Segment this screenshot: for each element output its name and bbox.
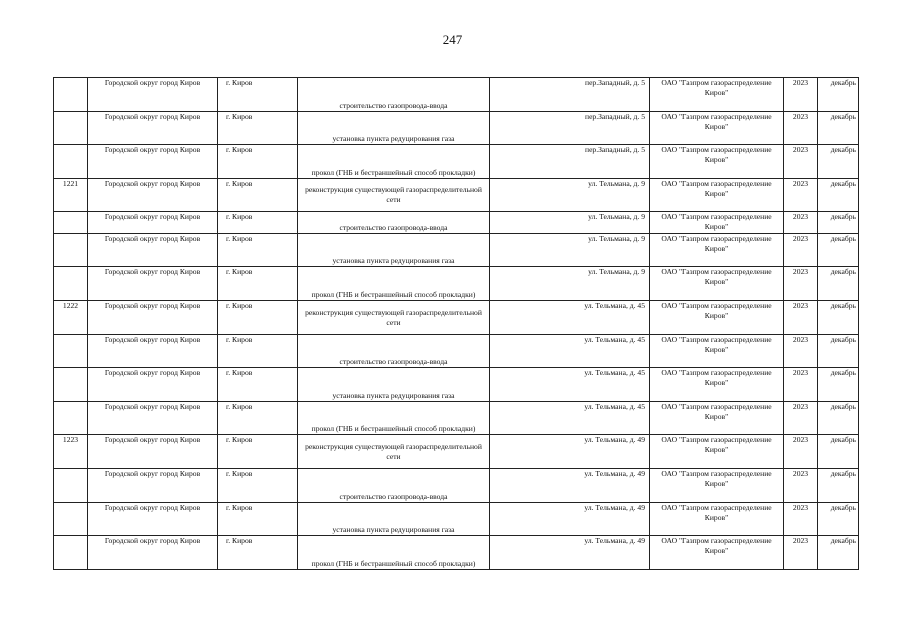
- city-cell: г. Киров: [218, 179, 298, 212]
- work-type-cell: прокол (ГНБ и бестраншейный способ прокладки): [298, 536, 490, 570]
- table-row: [54, 112, 859, 145]
- month-cell: декабрь: [818, 536, 859, 570]
- work-type-cell: строительство газопровода-ввода: [298, 212, 490, 234]
- work-type-cell: установка пункта редуцирования газа: [298, 234, 490, 267]
- year-cell: 2023: [784, 469, 818, 503]
- row-number: [54, 267, 88, 301]
- city-cell: г. Киров: [218, 78, 298, 112]
- address-cell: ул. Тельмана, д. 9: [490, 267, 650, 301]
- city-cell: г. Киров: [218, 402, 298, 435]
- address-cell: ул. Тельмана, д. 45: [490, 402, 650, 435]
- district-cell: Городской округ город Киров: [88, 212, 218, 234]
- row-number: 1222: [54, 301, 88, 335]
- organization-cell: ОАО "Газпром газораспределение Киров": [650, 78, 784, 112]
- address-cell: ул. Тельмана, д. 9: [490, 179, 650, 212]
- district-cell: Городской округ город Киров: [88, 469, 218, 503]
- city-cell: г. Киров: [218, 145, 298, 179]
- month-cell: декабрь: [818, 112, 859, 145]
- work-type-cell: прокол (ГНБ и бестраншейный способ прокладки): [298, 267, 490, 301]
- year-cell: 2023: [784, 267, 818, 301]
- organization-cell: ОАО "Газпром газораспределение Киров": [650, 145, 784, 179]
- organization-cell: ОАО "Газпром газораспределение Киров": [650, 335, 784, 368]
- city-cell: г. Киров: [218, 267, 298, 301]
- district-cell: Городской округ город Киров: [88, 536, 218, 570]
- month-cell: декабрь: [818, 435, 859, 469]
- table-row: [54, 368, 859, 402]
- district-cell: Городской округ город Киров: [88, 145, 218, 179]
- works-table: [53, 77, 859, 570]
- organization-cell: ОАО "Газпром газораспределение Киров": [650, 536, 784, 570]
- organization-cell: ОАО "Газпром газораспределение Киров": [650, 469, 784, 503]
- month-cell: декабрь: [818, 179, 859, 212]
- organization-cell: ОАО "Газпром газораспределение Киров": [650, 234, 784, 267]
- district-cell: Городской округ город Киров: [88, 503, 218, 536]
- work-type-cell: прокол (ГНБ и бестраншейный способ прокладки): [298, 145, 490, 179]
- table-row: [54, 435, 859, 469]
- work-type-cell: установка пункта редуцирования газа: [298, 368, 490, 402]
- row-number: [54, 78, 88, 112]
- month-cell: декабрь: [818, 402, 859, 435]
- table-row: [54, 267, 859, 301]
- organization-cell: ОАО "Газпром газораспределение Киров": [650, 368, 784, 402]
- address-cell: ул. Тельмана, д. 49: [490, 536, 650, 570]
- table-row: [54, 145, 859, 179]
- row-number: [54, 145, 88, 179]
- row-number: [54, 234, 88, 267]
- district-cell: Городской округ город Киров: [88, 368, 218, 402]
- address-cell: ул. Тельмана, д. 9: [490, 234, 650, 267]
- district-cell: Городской округ город Киров: [88, 301, 218, 335]
- row-number: [54, 368, 88, 402]
- city-cell: г. Киров: [218, 212, 298, 234]
- organization-cell: ОАО "Газпром газораспределение Киров": [650, 435, 784, 469]
- year-cell: 2023: [784, 78, 818, 112]
- city-cell: г. Киров: [218, 536, 298, 570]
- row-number: [54, 536, 88, 570]
- city-cell: г. Киров: [218, 335, 298, 368]
- district-cell: Городской округ город Киров: [88, 267, 218, 301]
- work-type-cell: реконструкция существующей газораспределительной сети: [298, 435, 490, 469]
- row-number: 1223: [54, 435, 88, 469]
- district-cell: Городской округ город Киров: [88, 402, 218, 435]
- district-cell: Городской округ город Киров: [88, 335, 218, 368]
- district-cell: Городской округ город Киров: [88, 179, 218, 212]
- year-cell: 2023: [784, 335, 818, 368]
- year-cell: 2023: [784, 536, 818, 570]
- city-cell: г. Киров: [218, 469, 298, 503]
- year-cell: 2023: [784, 435, 818, 469]
- organization-cell: ОАО "Газпром газораспределение Киров": [650, 212, 784, 234]
- month-cell: декабрь: [818, 212, 859, 234]
- year-cell: 2023: [784, 145, 818, 179]
- month-cell: декабрь: [818, 368, 859, 402]
- address-cell: пер.Западный, д. 5: [490, 78, 650, 112]
- table-row: [54, 503, 859, 536]
- month-cell: декабрь: [818, 78, 859, 112]
- year-cell: 2023: [784, 234, 818, 267]
- work-type-cell: установка пункта редуцирования газа: [298, 503, 490, 536]
- row-number: [54, 335, 88, 368]
- district-cell: Городской округ город Киров: [88, 78, 218, 112]
- organization-cell: ОАО "Газпром газораспределение Киров": [650, 503, 784, 536]
- table-row: [54, 536, 859, 570]
- year-cell: 2023: [784, 301, 818, 335]
- work-type-cell: реконструкция существующей газораспределительной сети: [298, 179, 490, 212]
- month-cell: декабрь: [818, 145, 859, 179]
- city-cell: г. Киров: [218, 234, 298, 267]
- table-row: [54, 212, 859, 234]
- table-row: [54, 301, 859, 335]
- row-number: 1221: [54, 179, 88, 212]
- address-cell: пер.Западный, д. 5: [490, 112, 650, 145]
- address-cell: ул. Тельмана, д. 49: [490, 503, 650, 536]
- address-cell: ул. Тельмана, д. 45: [490, 301, 650, 335]
- city-cell: г. Киров: [218, 112, 298, 145]
- year-cell: 2023: [784, 179, 818, 212]
- month-cell: декабрь: [818, 503, 859, 536]
- address-cell: ул. Тельмана, д. 45: [490, 335, 650, 368]
- year-cell: 2023: [784, 112, 818, 145]
- year-cell: 2023: [784, 212, 818, 234]
- year-cell: 2023: [784, 402, 818, 435]
- table-row: [54, 179, 859, 212]
- organization-cell: ОАО "Газпром газораспределение Киров": [650, 179, 784, 212]
- table-row: [54, 78, 859, 112]
- row-number: [54, 469, 88, 503]
- address-cell: ул. Тельмана, д. 45: [490, 368, 650, 402]
- city-cell: г. Киров: [218, 368, 298, 402]
- month-cell: декабрь: [818, 335, 859, 368]
- month-cell: декабрь: [818, 469, 859, 503]
- table-row: [54, 402, 859, 435]
- address-cell: ул. Тельмана, д. 49: [490, 469, 650, 503]
- district-cell: Городской округ город Киров: [88, 435, 218, 469]
- month-cell: декабрь: [818, 267, 859, 301]
- organization-cell: ОАО "Газпром газораспределение Киров": [650, 112, 784, 145]
- district-cell: Городской округ город Киров: [88, 112, 218, 145]
- work-type-cell: реконструкция существующей газораспределительной сети: [298, 301, 490, 335]
- address-cell: ул. Тельмана, д. 9: [490, 212, 650, 234]
- district-cell: Городской округ город Киров: [88, 234, 218, 267]
- city-cell: г. Киров: [218, 301, 298, 335]
- table-row: [54, 469, 859, 503]
- organization-cell: ОАО "Газпром газораспределение Киров": [650, 267, 784, 301]
- row-number: [54, 503, 88, 536]
- month-cell: декабрь: [818, 301, 859, 335]
- work-type-cell: строительство газопровода-ввода: [298, 78, 490, 112]
- month-cell: декабрь: [818, 234, 859, 267]
- table-row: [54, 335, 859, 368]
- city-cell: г. Киров: [218, 435, 298, 469]
- page-number: 247: [442, 32, 463, 47]
- address-cell: пер.Западный, д. 5: [490, 145, 650, 179]
- row-number: [54, 112, 88, 145]
- year-cell: 2023: [784, 368, 818, 402]
- address-cell: ул. Тельмана, д. 49: [490, 435, 650, 469]
- organization-cell: ОАО "Газпром газораспределение Киров": [650, 402, 784, 435]
- work-type-cell: строительство газопровода-ввода: [298, 469, 490, 503]
- work-type-cell: строительство газопровода-ввода: [298, 335, 490, 368]
- table-row: [54, 234, 859, 267]
- year-cell: 2023: [784, 503, 818, 536]
- row-number: [54, 402, 88, 435]
- work-type-cell: установка пункта редуцирования газа: [298, 112, 490, 145]
- work-type-cell: прокол (ГНБ и бестраншейный способ прокладки): [298, 402, 490, 435]
- organization-cell: ОАО "Газпром газораспределение Киров": [650, 301, 784, 335]
- row-number: [54, 212, 88, 234]
- city-cell: г. Киров: [218, 503, 298, 536]
